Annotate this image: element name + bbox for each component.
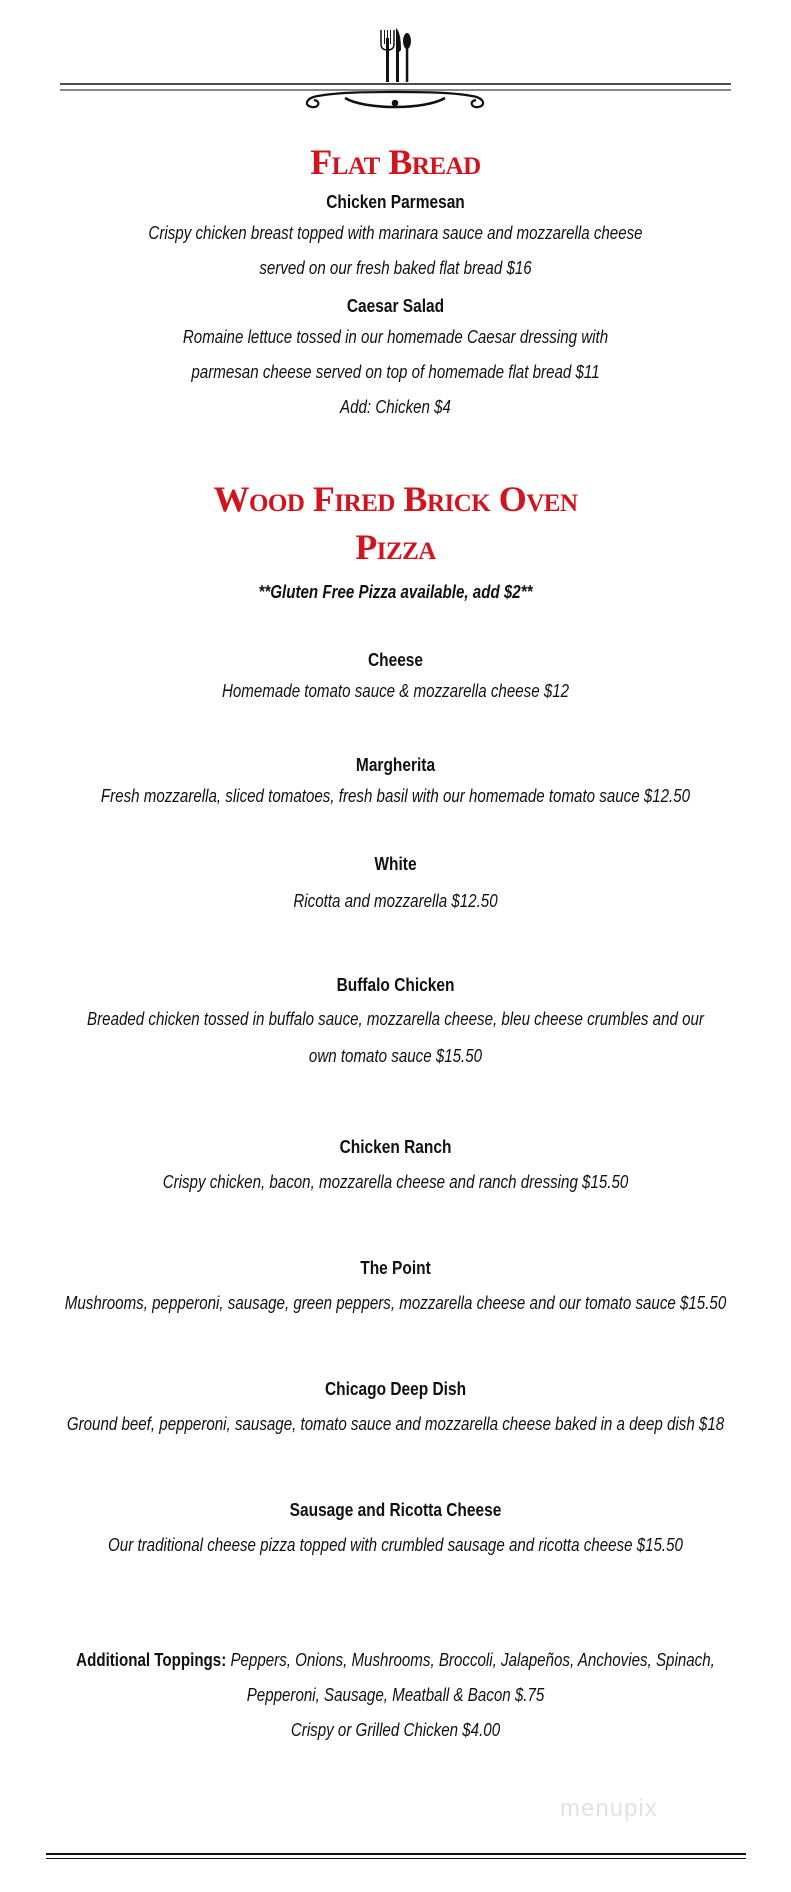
menu-item-caesar-salad (0, 292, 791, 425)
flatbread-section (0, 138, 791, 186)
item-description: Homemade tomato sauce & mozzarella cheese $12 (221, 681, 570, 701)
footer-rule-line (46, 1858, 746, 1859)
additional-toppings (0, 1643, 791, 1748)
item-name: Buffalo Chicken (336, 975, 455, 995)
menu-item-buffalo-chicken (0, 971, 791, 1074)
additional-toppings-text: Peppers, Onions, Mushrooms, Broccoli, Jalapeños, Anchovies, Spinach, (226, 1650, 715, 1670)
footer-rule (46, 1853, 746, 1859)
item-description: Mushrooms, pepperoni, sausage, green peppers, mozzarella cheese and our tomato sauce $15.50 (64, 1293, 727, 1313)
item-name: Chicken Parmesan (326, 192, 465, 212)
menu-item-chicago-deep-dish (0, 1375, 791, 1442)
header-rules (60, 84, 731, 90)
item-name: Cheese (367, 650, 424, 670)
gluten-free-note-text: **Gluten Free Pizza available, add $2** (258, 582, 533, 602)
item-name: Chicago Deep Dish (324, 1379, 467, 1399)
item-description: Crispy chicken, bacon, mozzarella cheese and ranch dressing $15.50 (162, 1172, 629, 1192)
item-name: Margherita (355, 755, 436, 775)
menu-item-white (0, 850, 791, 919)
item-description: Fresh mozzarella, sliced tomatoes, fresh basil with our homemade tomato sauce $12.50 (100, 786, 691, 806)
pizza-section-title (0, 475, 791, 571)
item-description: Crispy chicken breast topped with marinara sauce and mozzarella cheese (148, 223, 643, 243)
menu-item-the-point (0, 1254, 791, 1321)
gluten-free-note (0, 575, 791, 610)
watermark: menupix (560, 1795, 658, 1822)
scroll-ornament-icon (307, 92, 483, 107)
item-description: Add: Chicken $4 (340, 397, 451, 417)
item-name: White (374, 854, 417, 874)
fork-knife-spoon-icon (381, 28, 411, 82)
menu-item-chicken-parmesan (0, 188, 791, 286)
item-description: own tomato sauce $15.50 (308, 1046, 483, 1066)
additional-toppings-label: Additional Toppings: (76, 1650, 227, 1670)
menu-item-sausage-ricotta (0, 1496, 791, 1563)
item-description: Ground beef, pepperoni, sausage, tomato sauce and mozzarella cheese baked in a deep dish $18 (66, 1414, 725, 1434)
pizza-title-line2: Pizza (355, 527, 436, 567)
flatbread-title: Flat Bread (310, 142, 481, 182)
additional-toppings-line3: Crispy or Grilled Chicken $4.00 (290, 1720, 501, 1740)
pizza-title-line1: Wood Fired Brick Oven (213, 479, 578, 519)
item-description: Our traditional cheese pizza topped with crumbled sausage and ricotta cheese $15.50 (108, 1535, 683, 1555)
menu-item-margherita (0, 751, 791, 814)
item-description: Romaine lettuce tossed in our homemade Caesar dressing with (182, 327, 609, 347)
additional-toppings-line2: Pepperoni, Sausage, Meatball & Bacon $.75 (246, 1685, 545, 1705)
item-name: Caesar Salad (346, 296, 445, 316)
item-description: Breaded chicken tossed in buffalo sauce, mozzarella cheese, bleu cheese crumbles and our (87, 1009, 704, 1029)
footer-rule-line (46, 1853, 746, 1855)
header-ornament (0, 0, 791, 115)
item-name: Chicken Ranch (339, 1137, 452, 1157)
menu-item-chicken-ranch (0, 1133, 791, 1200)
item-description: Ricotta and mozzarella $12.50 (293, 891, 498, 911)
item-description: parmesan cheese served on top of homemade flat bread $11 (191, 362, 600, 382)
item-name: Sausage and Ricotta Cheese (289, 1500, 502, 1520)
item-description: served on our fresh baked flat bread $16 (259, 258, 532, 278)
item-name: The Point (360, 1258, 431, 1278)
menu-item-cheese (0, 646, 791, 709)
additional-toppings-line1 (63, 1643, 727, 1678)
